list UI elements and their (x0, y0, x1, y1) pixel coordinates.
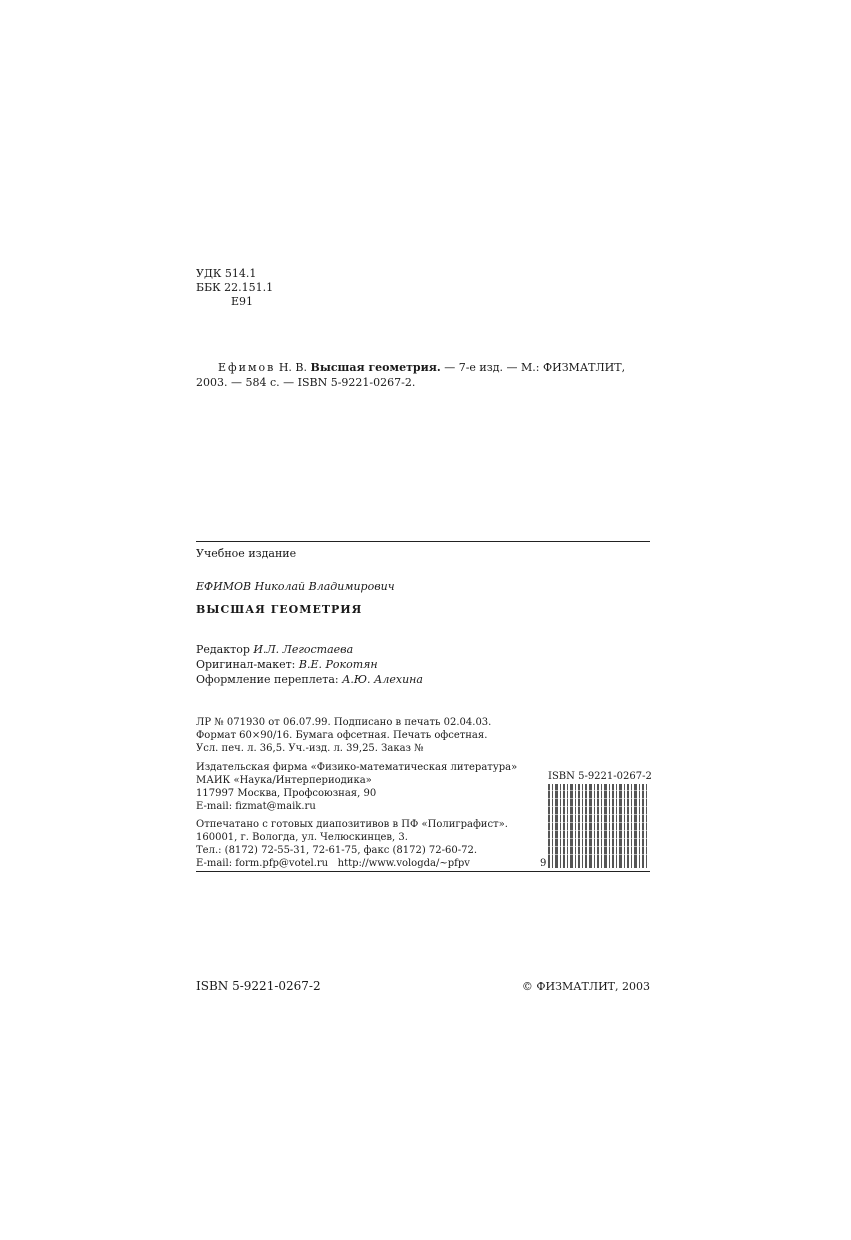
barcode-graphic (548, 784, 650, 868)
publisher-line: Издательская фирма «Физико-математическая литература» (196, 762, 518, 773)
annotation-line-2: 2003. — 584 с. — ISBN 5-9221-0267-2. (196, 376, 416, 389)
imprint-bottom-rule (196, 871, 650, 872)
credit-role: Оригинал-макет: (196, 658, 296, 671)
annotation-line-1 (218, 361, 658, 375)
annotation-rest: — 7-е изд. — М.: ФИЗМАТЛИТ, (444, 361, 626, 374)
barcode-isbn: ISBN 5-9221-0267-2 (548, 771, 652, 782)
udk-code: УДК 514.1 (196, 267, 257, 280)
author-mark-code: Е91 (231, 295, 254, 308)
bbk-code: ББК 22.151.1 (196, 281, 274, 294)
credit-role: Оформление переплета: (196, 673, 339, 686)
publisher-line: 117997 Москва, Профсоюзная, 90 (196, 788, 377, 799)
footer-copyright: © ФИЗМАТЛИТ, 2003 (521, 980, 650, 993)
footer-isbn: ISBN 5-9221-0267-2 (196, 979, 321, 993)
credit-editor (196, 643, 353, 657)
license-line: ЛР № 071930 от 06.07.99. Подписано в печать 02.04.03. (196, 717, 492, 728)
annotation-initials: Н. В. (278, 361, 308, 374)
credit-cover (196, 673, 423, 687)
edition-type: Учебное издание (196, 547, 297, 560)
author-given-name: Николай Владимирович (254, 580, 395, 593)
author-surname: ЕФИМОВ (196, 580, 252, 593)
credit-name: В.Е. Рокотян (298, 658, 378, 671)
barcode-digit: 9 (540, 858, 547, 869)
printer-line: E-mail: form.pfp@votel.ru http://www.vologda/~pfpv (196, 858, 470, 869)
annotation-title: Высшая геометрия. (310, 361, 441, 374)
printer-line: 160001, г. Вологда, ул. Челюскинцев, 3. (196, 832, 408, 843)
barcode (548, 784, 650, 868)
license-line: Усл. печ. л. 36,5. Уч.-изд. л. 39,25. Заказ № (196, 743, 424, 754)
imprint-author (196, 580, 395, 594)
credit-name: И.Л. Легостаева (253, 643, 354, 656)
annotation-author: Ефимов (218, 361, 276, 374)
printer-block (196, 818, 508, 870)
imprint-top-rule (196, 541, 650, 542)
license-block (196, 716, 491, 755)
publisher-block (196, 761, 517, 813)
publisher-line: E-mail: fizmat@maik.ru (196, 801, 316, 812)
license-line: Формат 60×90/16. Бумага офсетная. Печать офсетная. (196, 730, 488, 741)
book-title: ВЫСШАЯ ГЕОМЕТРИЯ (196, 603, 363, 616)
publisher-line: МАИК «Наука/Интерпериодика» (196, 775, 372, 786)
credit-name: А.Ю. Алехина (342, 673, 423, 686)
credit-layout (196, 658, 378, 672)
printer-line: Отпечатано с готовых диапозитивов в ПФ «Полиграфист». (196, 819, 508, 830)
credit-role: Редактор (196, 643, 250, 656)
printer-line: Тел.: (8172) 72-55-31, 72-61-75, факс (8172) 72-60-72. (196, 845, 478, 856)
